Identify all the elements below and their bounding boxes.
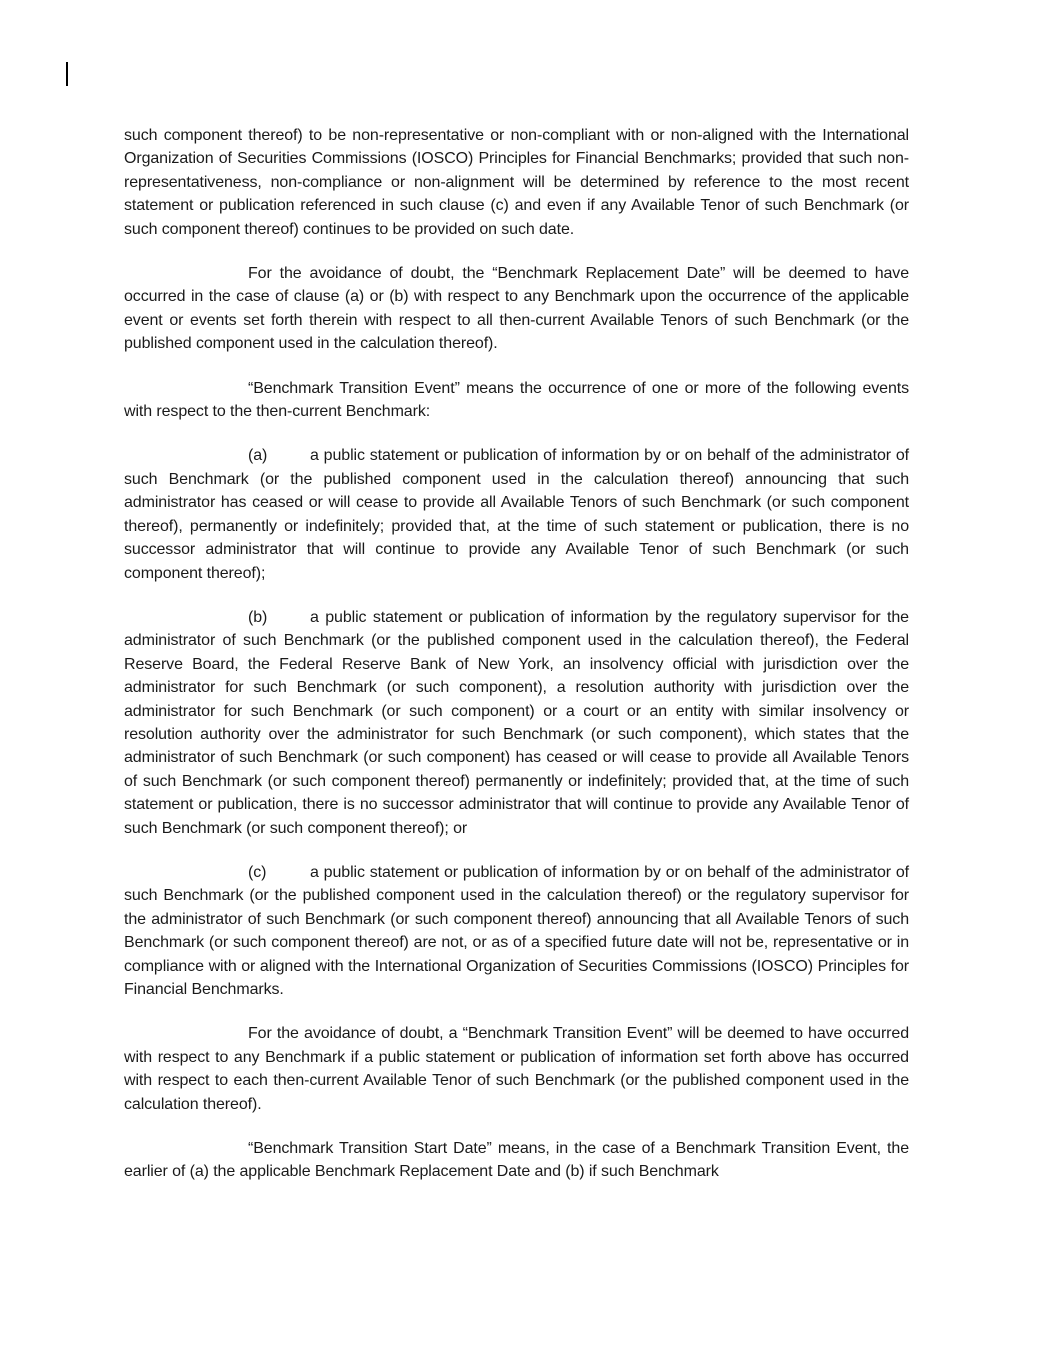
paragraph-text: For the avoidance of doubt, a “Benchmark Transition Event” will be deemed to have occurred with respect to any Benchmark if a public statement or publication of information set forth above has occurred with respect to each then-current Available Tenor of such Benchmark (or the published component used in the calculation thereof). (124, 1025, 909, 1113)
paragraph-replacement-date-doubt (124, 262, 909, 356)
paragraph-transition-event-doubt (124, 1022, 909, 1116)
clause-a (124, 444, 909, 584)
paragraph-text: such component thereof) to be non-representative or non-compliant with or non-aligned with the International Organization of Securities Commissions (IOSCO) Principles for Financial Benchmarks; provided that such non-representativeness, non-compliance or non-alignment will be determined by reference to the most recent statement or publication referenced in such clause (c) and even if any Available Tenor of such Benchmark (or such component thereof) continues to be provided on such date. (124, 127, 909, 238)
paragraph-text: “Benchmark Transition Start Date” means, in the case of a Benchmark Transition Event, the earlier of (a) the applicable Benchmark Replacement Date and (b) if such Benchmark (124, 1140, 909, 1181)
clause-label: (c) (248, 863, 267, 881)
clause-label: (b) (248, 608, 268, 626)
paragraph-text: a public statement or publication of information by or on behalf of the administrator of such Benchmark (or the published component used in the calculation thereof) announcing that such administrator has ceased or will cease to provide all Available Tenors of such Benchmark (or such component thereof), permanently or indefinitely; provided that, at the time of such statement or publication, there is no successor administrator that will continue to provide any Available Tenor of such Benchmark (or such component thereof); (124, 447, 909, 582)
paragraph-text: a public statement or publication of information by or on behalf of the administrator of such Benchmark (or the published component used in the calculation thereof) or the regulatory supervisor for the administrator of such Benchmark (or such component thereof) announcing that all Available Tenors of such Benchmark (or such component thereof) are not, or as of a specified future date will not be, representative or in compliance with or aligned with the International Organization of Securities Commissions (IOSCO) Principles for Financial Benchmarks. (124, 863, 909, 998)
paragraph-text: “Benchmark Transition Event” means the occurrence of one or more of the following events with respect to the then-current Benchmark: (124, 379, 909, 421)
clause-label: (a) (248, 447, 268, 465)
paragraph-text: a public statement or publication of information by the regulatory supervisor for the administrator of such Benchmark (or the published component used in the calculation thereof), the Federal Reserve Board, the Federal Reserve Bank of New York, an insolvency official with jurisdiction over the administrator for such Benchmark (or such component), a resolution authority with jurisdiction over the administrator for such Benchmark (or such component) or a court or an entity with similar insolvency or resolution authority over the administrator for such Benchmark (or such component), which states that the administrator of such Benchmark (or such component) has ceased or will cease to provide all Available Tenors of such Benchmark (or such component thereof) permanently or indefinitely; provided that, at the time of such statement or publication, there is no successor administrator that will continue to provide any Available Tenor of such Benchmark (or such component thereof); or (124, 608, 909, 837)
text-cursor-bar (66, 62, 68, 86)
clause-b (124, 606, 909, 840)
paragraph-text: For the avoidance of doubt, the “Benchmark Replacement Date” will be deemed to have occurred in the case of clause (a) or (b) with respect to any Benchmark upon the occurrence of the applicable event or events set forth therein with respect to all then-current Available Tenors of such Benchmark (or the published component used in the calculation thereof). (124, 265, 909, 353)
paragraph-transition-event-definition (124, 377, 909, 424)
paragraph-transition-start-date (124, 1137, 909, 1184)
paragraph-iosco-continuation (124, 124, 909, 241)
clause-c (124, 861, 909, 1001)
document-body (124, 124, 909, 1205)
